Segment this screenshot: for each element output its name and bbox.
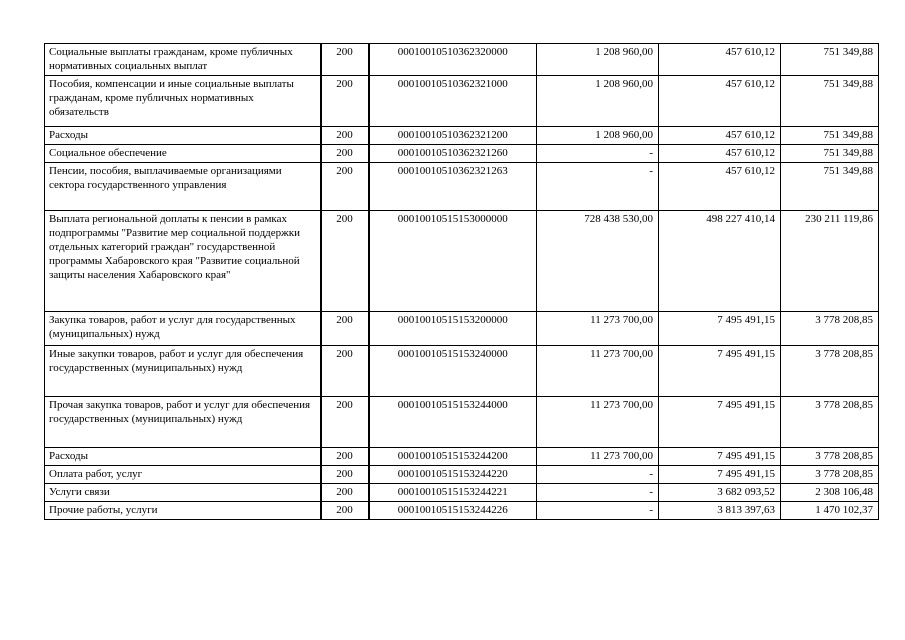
row-kbk-cell: 00010010515153240000 <box>369 346 537 397</box>
row-kbk-cell: 00010010510362320000 <box>369 44 537 76</box>
row-code-cell: 200 <box>321 44 369 76</box>
table-row <box>45 44 879 76</box>
row-code-cell: 200 <box>321 484 369 502</box>
row-kbk-cell: 00010010515153000000 <box>369 211 537 312</box>
row-name-cell: Расходы <box>45 448 321 466</box>
row-unexecuted-cell: 3 778 208,85 <box>781 312 879 346</box>
table-row <box>45 163 879 211</box>
row-code-cell: 200 <box>321 502 369 520</box>
row-approved-cell: 11 273 700,00 <box>537 312 659 346</box>
row-approved-cell: 11 273 700,00 <box>537 397 659 448</box>
row-name-cell: Расходы <box>45 127 321 145</box>
row-kbk-cell: 00010010515153244000 <box>369 397 537 448</box>
row-kbk-cell: 00010010510362321200 <box>369 127 537 145</box>
table-body <box>45 44 879 520</box>
row-executed-cell: 3 813 397,63 <box>659 502 781 520</box>
row-unexecuted-cell: 751 349,88 <box>781 76 879 127</box>
row-executed-cell: 7 495 491,15 <box>659 346 781 397</box>
row-executed-cell: 498 227 410,14 <box>659 211 781 312</box>
row-kbk-cell: 00010010510362321260 <box>369 145 537 163</box>
row-approved-cell: 728 438 530,00 <box>537 211 659 312</box>
row-name-cell: Социальные выплаты гражданам, кроме публичных нормативных социальных выплат <box>45 44 321 76</box>
row-approved-cell: 1 208 960,00 <box>537 127 659 145</box>
row-code-cell: 200 <box>321 211 369 312</box>
table-row <box>45 145 879 163</box>
row-name-cell: Оплата работ, услуг <box>45 466 321 484</box>
row-executed-cell: 457 610,12 <box>659 127 781 145</box>
row-name-cell: Иные закупки товаров, работ и услуг для обеспечения государственных (муниципальных) нужд <box>45 346 321 397</box>
table-row <box>45 397 879 448</box>
row-code-cell: 200 <box>321 145 369 163</box>
row-approved-cell: - <box>537 163 659 211</box>
row-unexecuted-cell: 751 349,88 <box>781 44 879 76</box>
row-approved-cell: - <box>537 466 659 484</box>
row-executed-cell: 3 682 093,52 <box>659 484 781 502</box>
row-kbk-cell: 00010010510362321000 <box>369 76 537 127</box>
row-approved-cell: 11 273 700,00 <box>537 346 659 397</box>
row-name-cell: Социальное обеспечение <box>45 145 321 163</box>
row-unexecuted-cell: 2 308 106,48 <box>781 484 879 502</box>
row-unexecuted-cell: 751 349,88 <box>781 145 879 163</box>
row-unexecuted-cell: 3 778 208,85 <box>781 448 879 466</box>
row-unexecuted-cell: 1 470 102,37 <box>781 502 879 520</box>
row-kbk-cell: 00010010515153244220 <box>369 466 537 484</box>
row-code-cell: 200 <box>321 312 369 346</box>
row-unexecuted-cell: 751 349,88 <box>781 127 879 145</box>
row-approved-cell: 1 208 960,00 <box>537 76 659 127</box>
row-name-cell: Пенсии, пособия, выплачиваемые организациями сектора государственного управления <box>45 163 321 211</box>
row-code-cell: 200 <box>321 397 369 448</box>
row-code-cell: 200 <box>321 448 369 466</box>
budget-execution-table <box>44 43 879 520</box>
row-name-cell: Выплата региональной доплаты к пенсии в рамках подпрограммы "Развитие мер социальной поддержки отдельных категорий граждан" государственной программы Хабаровского края "Развитие социальной защиты населения Хабаровского края" <box>45 211 321 312</box>
row-kbk-cell: 00010010510362321263 <box>369 163 537 211</box>
row-approved-cell: 11 273 700,00 <box>537 448 659 466</box>
table-row <box>45 484 879 502</box>
row-code-cell: 200 <box>321 76 369 127</box>
row-code-cell: 200 <box>321 163 369 211</box>
row-name-cell: Прочая закупка товаров, работ и услуг для обеспечения государственных (муниципальных) нужд <box>45 397 321 448</box>
row-unexecuted-cell: 3 778 208,85 <box>781 346 879 397</box>
row-name-cell: Закупка товаров, работ и услуг для государственных (муниципальных) нужд <box>45 312 321 346</box>
row-name-cell: Прочие работы, услуги <box>45 502 321 520</box>
row-name-cell: Пособия, компенсации и иные социальные выплаты гражданам, кроме публичных нормативных обязательств <box>45 76 321 127</box>
row-executed-cell: 7 495 491,15 <box>659 466 781 484</box>
row-code-cell: 200 <box>321 127 369 145</box>
row-kbk-cell: 00010010515153244226 <box>369 502 537 520</box>
row-approved-cell: - <box>537 484 659 502</box>
row-executed-cell: 457 610,12 <box>659 44 781 76</box>
row-kbk-cell: 00010010515153200000 <box>369 312 537 346</box>
table-row <box>45 312 879 346</box>
table-row <box>45 127 879 145</box>
table-row <box>45 76 879 127</box>
row-approved-cell: - <box>537 502 659 520</box>
row-kbk-cell: 00010010515153244221 <box>369 484 537 502</box>
row-executed-cell: 457 610,12 <box>659 145 781 163</box>
row-unexecuted-cell: 3 778 208,85 <box>781 466 879 484</box>
row-code-cell: 200 <box>321 346 369 397</box>
row-name-cell: Услуги связи <box>45 484 321 502</box>
row-executed-cell: 457 610,12 <box>659 76 781 127</box>
row-executed-cell: 7 495 491,15 <box>659 397 781 448</box>
row-kbk-cell: 00010010515153244200 <box>369 448 537 466</box>
table-row <box>45 502 879 520</box>
row-unexecuted-cell: 751 349,88 <box>781 163 879 211</box>
table-row <box>45 346 879 397</box>
row-executed-cell: 7 495 491,15 <box>659 448 781 466</box>
row-unexecuted-cell: 230 211 119,86 <box>781 211 879 312</box>
table-row <box>45 211 879 312</box>
row-approved-cell: - <box>537 145 659 163</box>
row-code-cell: 200 <box>321 466 369 484</box>
row-executed-cell: 7 495 491,15 <box>659 312 781 346</box>
row-executed-cell: 457 610,12 <box>659 163 781 211</box>
table-row <box>45 448 879 466</box>
row-unexecuted-cell: 3 778 208,85 <box>781 397 879 448</box>
table-row <box>45 466 879 484</box>
row-approved-cell: 1 208 960,00 <box>537 44 659 76</box>
